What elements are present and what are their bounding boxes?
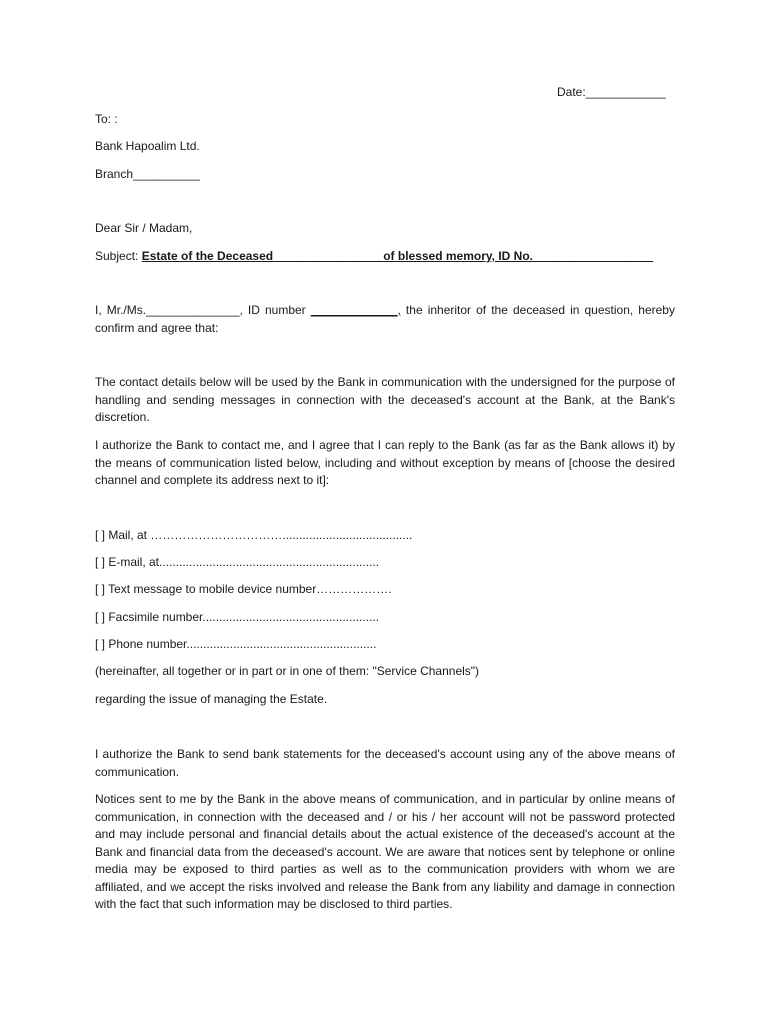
date-blank: ____________ <box>585 85 666 99</box>
branch-line: Branch__________ <box>95 167 200 181</box>
channel-mail: [ ] Mail, at ……………………………....................................... <box>95 528 413 542</box>
channel-email: [ ] E-mail, at.................................................................. <box>95 555 380 569</box>
subject-line <box>95 248 653 265</box>
date-label: Date: <box>557 85 586 99</box>
date-line <box>557 84 666 101</box>
salutation: Dear Sir / Madam, <box>95 221 193 235</box>
bank-name: Bank Hapoalim Ltd. <box>95 139 200 153</box>
intro-id-blank: _____________, <box>310 303 401 317</box>
subject-label: Subject: <box>95 249 142 263</box>
channel-text-message: [ ] Text message to mobile device number………………. <box>95 582 392 596</box>
regarding-line: regarding the issue of managing the Estate. <box>95 692 328 706</box>
channel-facsimile: [ ] Facsimile number..................................................... <box>95 610 380 624</box>
channel-phone: [ ] Phone number......................................................... <box>95 637 377 651</box>
notices-paragraph: Notices sent to me by the Bank in the above means of communication, and in particular by online means of communication, in connection with the deceased and / or his / her account will not be password protected and may include personal and financial details about the actual existence of the deceased's account at the Bank and financial data from the deceased's account. We are aware that notices sent by telephone or online media may be exposed to third parties as well as to the communication providers with whom we are affiliated, and we accept the risks involved and release the Bank from any liability and damage in connection with the fact that such information may be disclosed to third parties. <box>95 792 675 911</box>
authorize-contact-paragraph: I authorize the Bank to contact me, and I agree that I can reply to the Bank (as far as the Bank allows it) by the means of communication listed below, including and without exception by means of [choose the desired channel and complete its address next to it]: <box>95 438 675 487</box>
contact-details-paragraph: The contact details below will be used by the Bank in communication with the undersigned for the purpose of handling and sending messages in connection with the deceased's account at the Bank, at the Bank's discretion. <box>95 375 675 424</box>
intro-paragraph <box>95 302 675 337</box>
subject-text: Estate of the Deceased ________________of blessed memory, ID No.__________________ <box>141 249 654 263</box>
hereinafter-line: (hereinafter, all together or in part or in one of them: "Service Channels") <box>95 664 480 678</box>
statements-paragraph: I authorize the Bank to send bank statements for the deceased's account using any of the above means of communication. <box>95 747 675 779</box>
intro-part1: I, Mr./Ms.______________, ID number <box>95 303 311 317</box>
to-line: To: : <box>95 112 118 126</box>
intro-part2: the inheritor of the deceased in question, hereby confirm and agree that: <box>95 303 675 335</box>
